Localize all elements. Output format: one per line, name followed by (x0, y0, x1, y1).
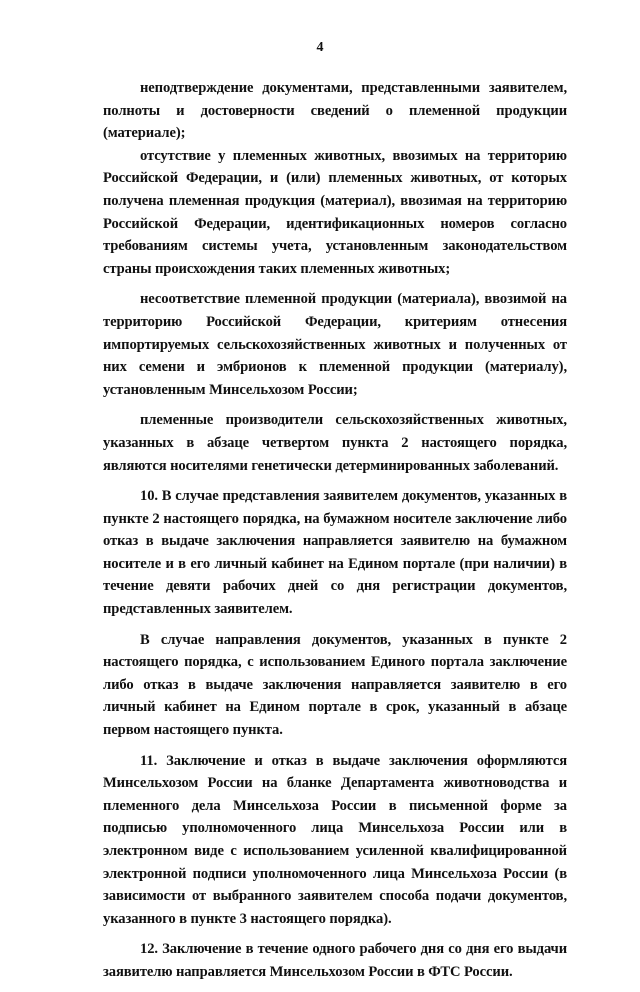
paragraph-refusal-ground-criteria: несоответствие племенной продукции (материала), ввозимой на территорию Российской Федерации, критериям отнесения импортируемых сельскохозяйственных животных и полученных от них семени и эмбрионов к племенной продукции (материалу), установленным Минсельхозом России; (103, 291, 567, 398)
paragraph-clause-10-portal: В случае направления документов, указанных в пункте 2 настоящего порядка, с использованием Единого портала заключение либо отказ в выдаче заключения направляется заявителю в его личный кабинет на Едином портале в срок, указанный в абзаце первом настоящего пункта. (103, 631, 567, 739)
paragraph-clause-11: 11. Заключение и отказ в выдаче заключения оформляются Минсельхозом России на бланке Департамента животноводства и племенного дела Минсельхоза России в письменной форме за подписью уполномоченного лица Минсельхоза России или в электронном виде с использованием усиленной квалифицированной электронной подписи уполномоченного лица Минсельхоза России (в зависимости от выбранного заявителем способа подачи документов, указанного в пункте 3 настоящего порядка). (103, 752, 567, 927)
document-body (103, 77, 567, 992)
paragraph-refusal-ground-genetic: племенные производители сельскохозяйственных животных, указанных в абзаце четвертом пункта 2 настоящего порядка, являются носителями генетически детерминированных заболеваний. (103, 412, 567, 474)
paragraph-refusal-ground-identification: отсутствие у племенных животных, ввозимых на территорию Российской Федерации, и (или) племенных животных, от которых получена племенная продукция (материал), ввозимая на территорию Российской Федерации, идентификационных номеров согласно требованиям системы учета, установленным законодательством страны происхождения таких племенных животных; (103, 147, 567, 277)
paragraph-clause-10: 10. В случае представления заявителем документов, указанных в пункте 2 настоящего порядка, на бумажном носителе заключение либо отказ в выдаче заключения направляется заявителю на бумажном носителе и в его личный кабинет на Едином портале (при наличии) в течение девяти рабочих дней со дня регистрации документов, представленных заявителем. (103, 488, 567, 618)
paragraph-refusal-ground-documents: неподтверждение документами, представленными заявителем, полноты и достоверности сведений о племенной продукции (материале); (103, 80, 567, 142)
page-number: 4 (316, 40, 324, 55)
paragraph-clause-12: 12. Заключение в течение одного рабочего дня со дня его выдачи заявителю направляется Минсельхозом России в ФТС России. (103, 941, 567, 980)
